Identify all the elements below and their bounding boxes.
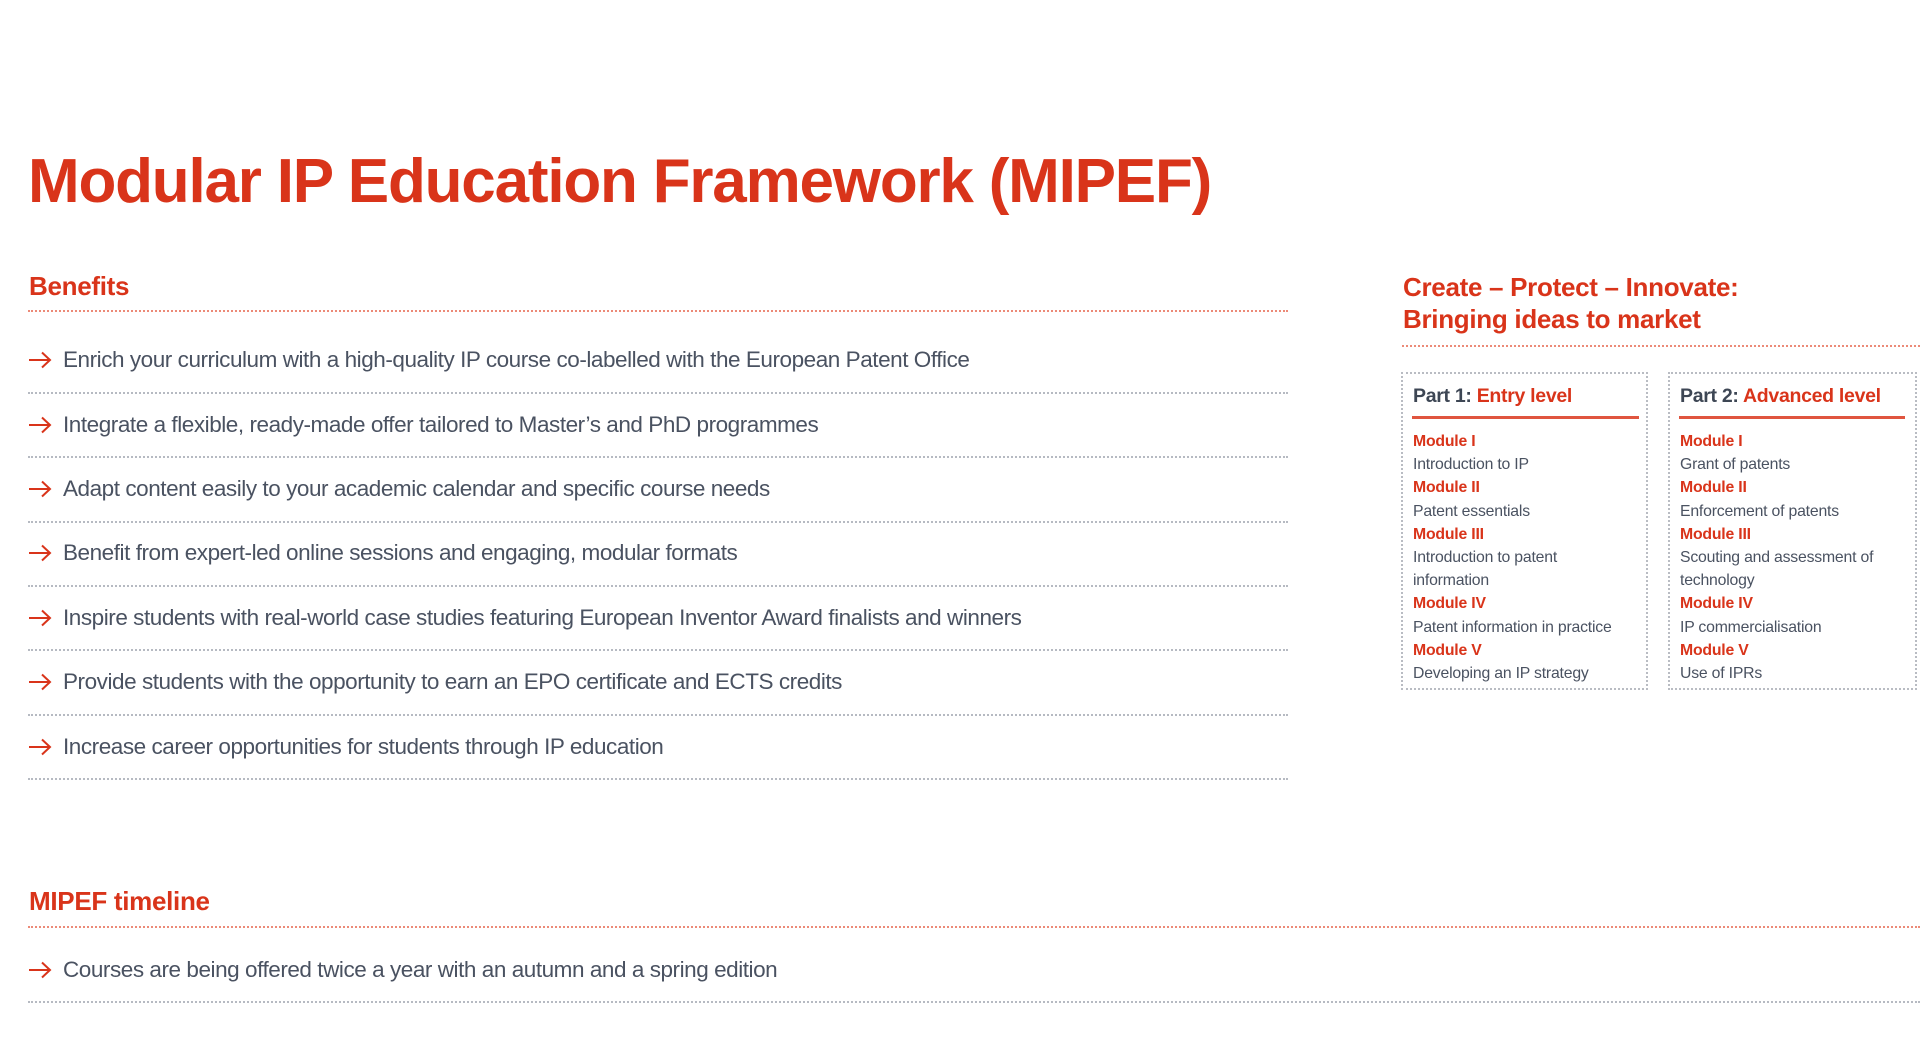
module-item (1680, 592, 1895, 638)
arrow-right-icon (28, 544, 52, 562)
part-1-module-list (1413, 430, 1613, 685)
part-label: Part 2: (1680, 385, 1739, 407)
module-item (1680, 430, 1895, 476)
benefit-divider (28, 521, 1288, 523)
benefit-divider (28, 392, 1288, 394)
part-2-title (1680, 385, 1881, 408)
arrow-right-icon (28, 738, 52, 756)
module-description: IP commercialisation (1680, 618, 1822, 636)
module-item (1413, 523, 1613, 593)
benefit-divider (28, 714, 1288, 716)
part-2-underline (1679, 416, 1905, 419)
module-description: Patent essentials (1413, 502, 1530, 520)
timeline-text: Courses are being offered twice a year with an autumn and a spring edition (63, 957, 778, 982)
arrow-right-icon (28, 351, 52, 369)
timeline-heading-divider (28, 926, 1920, 928)
benefit-divider (28, 585, 1288, 587)
benefit-item (28, 538, 737, 568)
part-1-box (1401, 372, 1648, 690)
benefit-text: Integrate a flexible, ready-made offer tailored to Master’s and PhD programmes (63, 412, 819, 437)
programme-heading-divider (1402, 345, 1920, 347)
programme-heading (1403, 271, 1739, 335)
module-name: Module II (1680, 479, 1747, 497)
module-name: Module V (1680, 641, 1749, 659)
arrow-right-icon (28, 673, 52, 691)
benefit-text: Provide students with the opportunity to earn an EPO certificate and ECTS credits (63, 669, 842, 694)
module-description: Developing an IP strategy (1413, 665, 1589, 683)
module-description: Enforcement of patents (1680, 502, 1839, 520)
part-1-title (1413, 385, 1572, 408)
module-description: Introduction to patent information (1413, 549, 1558, 590)
part-label: Part 1: (1413, 385, 1472, 407)
benefit-item (28, 603, 1021, 633)
benefit-text: Benefit from expert-led online sessions and engaging, modular formats (63, 540, 738, 565)
module-description: Patent information in practice (1413, 618, 1612, 636)
programme-heading-line2: Bringing ideas to market (1403, 304, 1701, 334)
benefit-text: Increase career opportunities for students through IP education (63, 734, 664, 759)
part-2-box (1668, 372, 1917, 690)
module-name: Module I (1413, 433, 1476, 450)
module-item (1413, 430, 1613, 476)
module-item (1680, 639, 1895, 685)
module-name: Module IV (1680, 595, 1753, 613)
benefit-divider (28, 456, 1288, 458)
benefits-heading: Benefits (29, 271, 130, 301)
benefit-text: Inspire students with real-world case studies featuring European Inventor Award finalists and winners (63, 605, 1022, 630)
module-item (1680, 523, 1895, 593)
programme-heading-line1: Create – Protect – Innovate: (1403, 272, 1739, 302)
arrow-right-icon (28, 609, 52, 627)
module-item (1413, 639, 1613, 685)
timeline-item (28, 955, 777, 985)
benefit-divider (28, 649, 1288, 651)
part-1-underline (1412, 416, 1639, 419)
module-name: Module I (1680, 433, 1743, 450)
module-description: Introduction to IP (1413, 456, 1529, 474)
benefits-heading-divider (28, 310, 1288, 312)
module-name: Module V (1413, 641, 1482, 659)
module-item (1413, 476, 1613, 522)
module-item (1413, 592, 1613, 638)
timeline-divider (28, 1001, 1920, 1003)
arrow-right-icon (28, 480, 52, 498)
timeline-heading: MIPEF timeline (29, 886, 210, 916)
module-name: Module II (1413, 479, 1480, 497)
benefit-text: Adapt content easily to your academic calendar and specific course needs (63, 476, 770, 501)
module-name: Module III (1680, 525, 1751, 543)
module-name: Module IV (1413, 595, 1486, 613)
level-label: Advanced level (1743, 385, 1881, 407)
benefit-text: Enrich your curriculum with a high-quality IP course co-labelled with the European Patent Office (63, 347, 970, 372)
module-item (1680, 476, 1895, 522)
arrow-right-icon (28, 961, 52, 979)
benefit-item (28, 732, 663, 762)
benefit-item (28, 667, 842, 697)
benefit-item (28, 410, 818, 440)
module-description: Grant of patents (1680, 456, 1791, 474)
benefit-item (28, 345, 969, 375)
module-description: Scouting and assessment of technology (1680, 549, 1874, 590)
arrow-right-icon (28, 416, 52, 434)
part-2-module-list (1680, 430, 1895, 685)
module-name: Module III (1413, 525, 1484, 543)
benefit-divider (28, 778, 1288, 780)
module-description: Use of IPRs (1680, 665, 1763, 683)
benefit-item (28, 474, 770, 504)
page-title: Modular IP Education Framework (MIPEF) (28, 147, 1212, 216)
level-label: Entry level (1476, 385, 1573, 407)
